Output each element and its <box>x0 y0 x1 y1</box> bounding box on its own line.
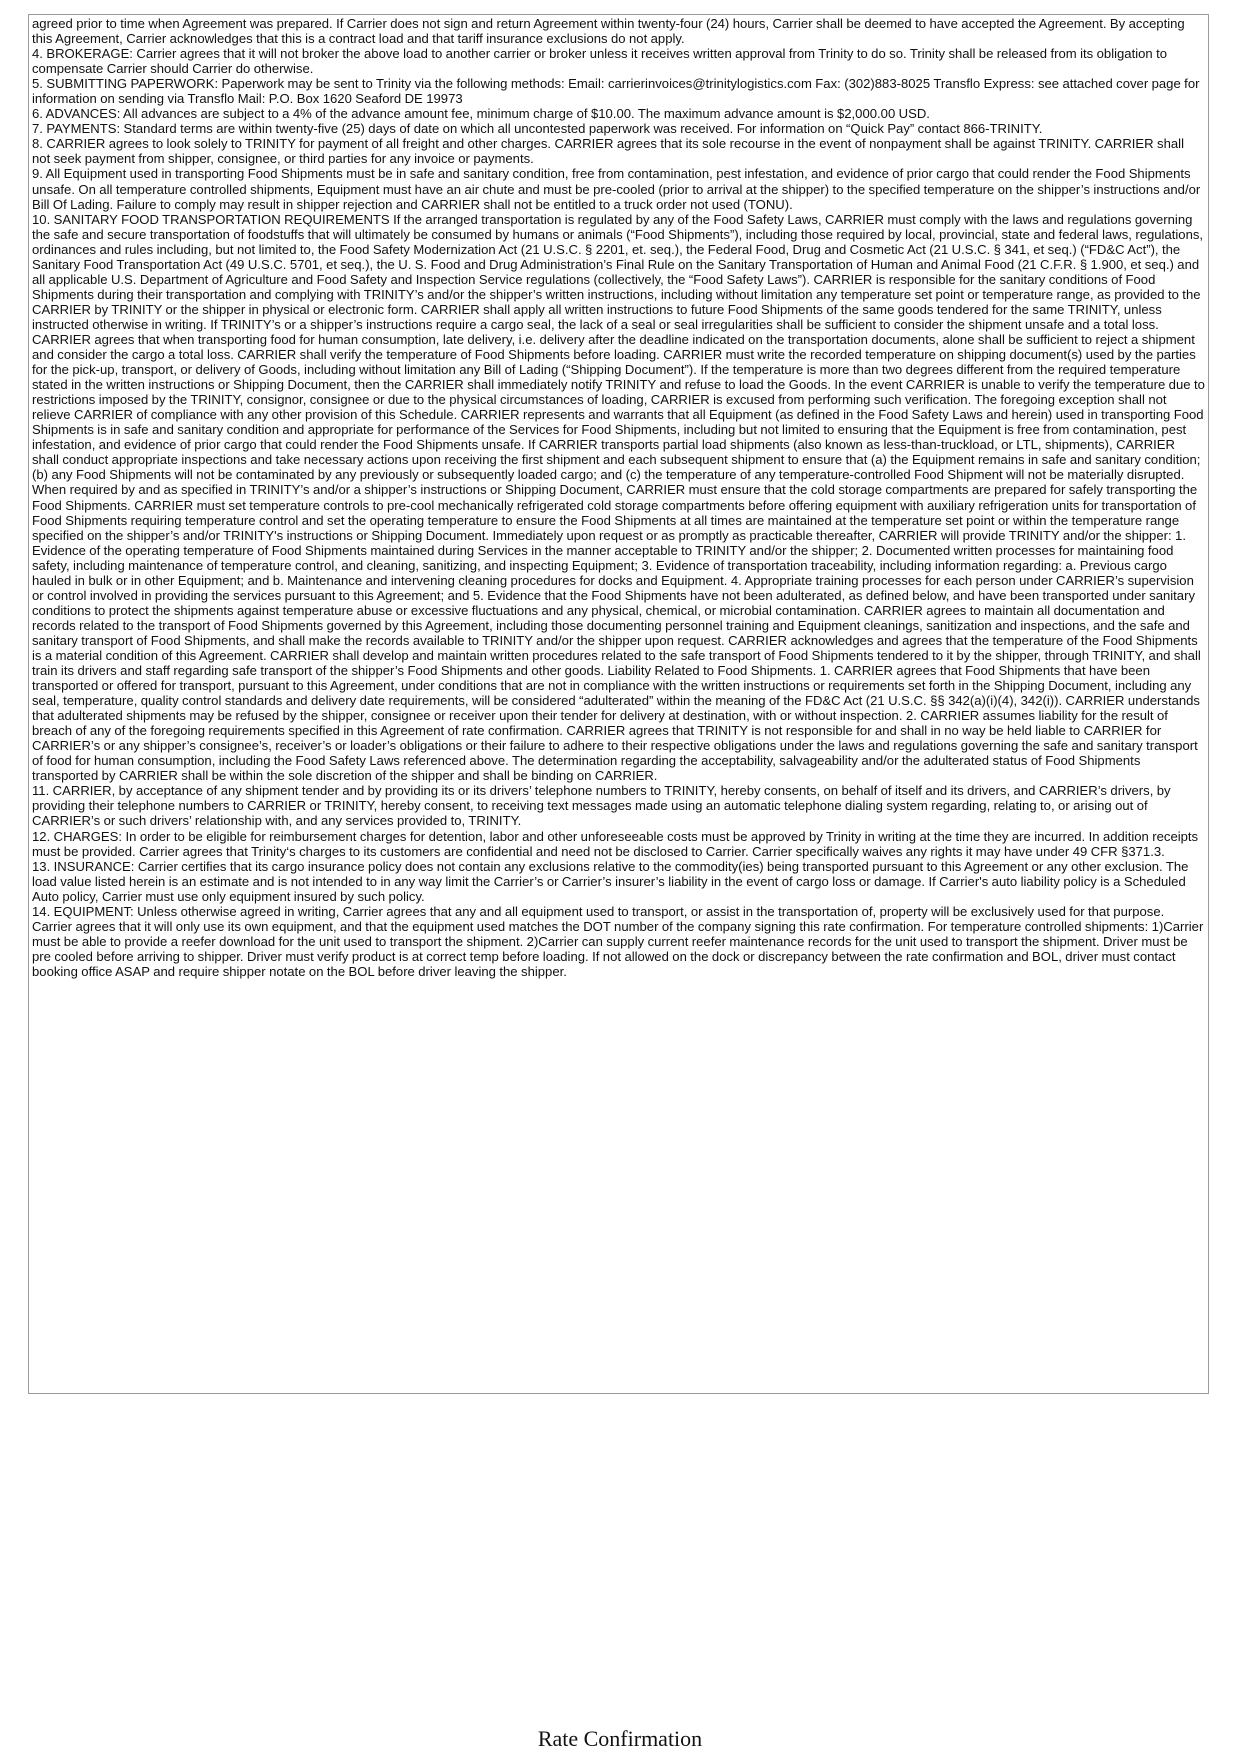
terms-continuation-paragraph: agreed prior to time when Agreement was prepared. If Carrier does not sign and return Agreement within twenty-four (24) hours, Carrier shall be deemed to have accepted the Agreement. By accepting this Agreement, Carrier acknowledges that this is a contract load and that tariff insurance exclusions do not apply. <box>32 16 1185 47</box>
term-equipment: 14. EQUIPMENT: Unless otherwise agreed in writing, Carrier agrees that any and all equipment used to transport, or assist in the transportation of, property will be exclusively used for that purpose. Carrier agrees that it will only use its own equipment, and that the equipment used matches the DOT number of the company signing this rate confirmation. For temperature controlled shipments: 1)Carrier must be able to provide a reefer download for the unit used to transport the shipment. 2)Carrier can supply current reefer maintenance records for the unit used to transport the shipment. Driver must be pre cooled before arriving to shipper. Driver must verify product is at correct temp before loading. If not allowed on the dock or discrepancy between the rate confirmation and BOL, driver must contact booking office ASAP and require shipper notate on the BOL before driver leaving the shipper. <box>32 903 1204 979</box>
term-text-message-consent: 11. CARRIER, by acceptance of any shipment tender and by providing its or its drivers’ telephone numbers to TRINITY, hereby consents, on behalf of itself and its drivers, and CARRIER’s drivers, by providing their telephone numbers to CARRIER or TRINITY, hereby consent, to receiving text messages made using an automatic telephone dialing system regarding, relating to, or arising out of CARRIER’s or such drivers’ relationship with, and any services provided to, TRINITY. <box>32 783 1171 829</box>
term-sanitary-food-transportation: 10. SANITARY FOOD TRANSPORTATION REQUIREMENTS If the arranged transportation is regulated by any of the Food Safety Laws, CARRIER must comply with the laws and regulations governing the safe and secure transportation of foodstuffs that will ultimately be consumed by humans or animals (“Food Shipments”), including those required by local, provincial, state and federal laws, regulations, ordinances and rules including, but not limited to, the Food Safety Modernization Act (21 U.S.C. § 2201, et. seq.), the Federal Food, Drug and Cosmetic Act (21 U.S.C. § 341, et seq.) (“FD&C Act”), the Sanitary Food Transportation Act (49 U.S.C. 5701, et seq.), the U. S. Food and Drug Administration’s Final Rule on the Sanitary Transportation of Human and Animal Food (21 C.F.R. § 1.900, et seq.) and all applicable U.S. Department of Agriculture and Food Safety and Inspection Service regulations (collectively, the “Food Safety Laws”). CARRIER is responsible for the sanitary conditions of Food Shipments during their transportation and complying with TRINITY’s and/or the shipper’s written instructions, including without limitation any temperature set point or temperature range, as provided to the CARRIER by TRINITY or the shipper in physical or electronic form. CARRIER shall apply all written instructions to future Food Shipments of the same goods tendered for the same TRINITY, unless instructed otherwise in writing. If TRINITY’s or a shipper’s instructions require a cargo seal, the lack of a seal or seal irregularities shall be sufficient to consider the shipment unsafe and a total loss. CARRIER agrees that when transporting food for human consumption, late delivery, i.e. delivery after the deadline indicated on the transportation documents, alone shall be sufficient to reject a shipment and consider the cargo a total loss. CARRIER shall verify the temperature of Food Shipments before loading. CARRIER must write the recorded temperature on shipping document(s) used by the parties for the pick-up, transport, or delivery of Goods, including without limitation any Bill of Lading (“Shipping Document”). If the temperature is more than two degrees different from the required temperature stated in the written instructions or Shipping Document, then the CARRIER shall immediately notify TRINITY and refuse to load the Goods. In the event CARRIER is unable to verify the temperature due to restrictions imposed by the TRINITY, consignor, consignee or due to the physical circumstances of loading, CARRIER is excused from performing such verification. The foregoing exception shall not relieve CARRIER of compliance with any other provision of this Schedule. CARRIER represents and warrants that all Equipment (as defined in the Food Safety Laws and herein) used in transporting Food Shipments is in safe and sanitary condition and appropriate for performance of the Services for Food Shipments, including but not limited to ensuring that the Equipment is free from contamination, pest infestation, and evidence of prior cargo that could render the Food Shipments unsafe. If CARRIER transports partial load shipments (also known as less-than-truckload, or LTL, shipments), CARRIER shall conduct appropriate inspections and take necessary actions upon receiving the first shipment and each subsequent shipment to ensure that (a) the Equipment remains in safe and sanitary condition; (b) any Food Shipments will not be contaminated by any previously or subsequently loaded cargo; and (c) the temperature of any temperature-controlled Food Shipment will not be materially disrupted. When required by and as specified in TRINITY’s and/or a shipper’s instructions or Shipping Document, CARRIER must ensure that the cold storage compartments are prepared for safely transporting the Food Shipments. CARRIER must set temperature controls to pre-cool mechanically refrigerated cold storage compartments before offering equipment with auxiliary refrigeration units for transportation of Food Shipments requiring temperature control and set the operating temperature to ensure the Food Shipments at all times are maintained at the temperature set point or within the temperature range specified on the shipper’s and/or TRINITY's instructions or Shipping Document. Immediately upon request or as promptly as practicable thereafter, CARRIER will provide TRINITY and/or the shipper: 1. Evidence of the operating temperature of Food Shipments maintained during Services in the manner acceptable to TRINITY and/or the shipper; 2. Documented written processes for maintaining food safety, including maintenance of temperature control, and cleaning, sanitizing, and inspecting Equipment; 3. Evidence of transportation traceability, including information regarding: a. Previous cargo hauled in bulk or in other Equipment; and b. Maintenance and intervening cleaning procedures for docks and Equipment. 4. Appropriate training processes for each person under CARRIER’s supervision or control involved in providing the services pursuant to this Agreement; and 5. Evidence that the Food Shipments have not been adulterated, as defined below, and have been transported under sanitary conditions to protect the shipments against temperature abuse or excessive fluctuations and any physical, chemical, or microbial contamination. CARRIER agrees to maintain all documentation and records related to the transport of Food Shipments governed by this Agreement, including those documenting personnel training and Equipment cleanings, sanitization and inspections, and the safe and sanitary transport of Food Shipments, and shall make the records available to TRINITY and/or the shipper upon request. CARRIER acknowledges and agrees that the temperature of the Food Shipments is a material condition of this Agreement. CARRIER shall develop and maintain written procedures related to the safe transport of Food Shipments tendered to it by the shipper, through TRINITY, and shall train its drivers and staff regarding safe transport of the shipper’s Food Shipments and other goods. Liability Related to Food Shipments. 1. CARRIER agrees that Food Shipments that have been transported or offered for transport, pursuant to this Agreement, under conditions that are not in compliance with the written instructions or requirements set forth in the Shipping Document, including any seal, temperature, quality control standards and delivery date requirements, will be considered “adulterated” within the meaning of the FD&C Act (21 U.S.C. §§ 342(a)(i)(4), 342(i)). CARRIER understands that adulterated shipments may be refused by the shipper, consignee or receiver upon their tender for delivery at destination, with or without inspection. 2. CARRIER assumes liability for the result of breach of any of the foregoing requirements specified in this Agreement of rate confirmation. CARRIER agrees that TRINITY is not responsible for and shall in no way be held liable to CARRIER for CARRIER’s or any shipper’s consignee’s, receiver’s or loader’s obligations or their failure to adhere to their respective obligations under the laws and regulations governing the safe and sanitary transport of food for human consumption, including the Food Safety Laws referenced above. The determination regarding the acceptability, salvageability and/or the adulterated status of Food Shipments transported by CARRIER shall be within the sole discretion of the shipper and shall be binding on CARRIER. <box>32 211 1205 784</box>
term-payment-recourse: 8. CARRIER agrees to look solely to TRINITY for payment of all freight and other charges. CARRIER agrees that its sole recourse in the event of nonpayment shall be against TRINITY. CARRIER shall not seek payment from shipper, consignee, or third parties for any invoice or payments. <box>32 136 1184 167</box>
term-insurance: 13. INSURANCE: Carrier certifies that its cargo insurance policy does not contain any exclusions relative to the commodity(ies) being transported pursuant to this Agreement or any other exclusion. The load value listed herein is an estimate and is not intended to in any way limit the Carrier’s or Carrier’s insurer’s liability in the event of cargo loss or damage. If Carrier's auto liability policy is a Scheduled Auto policy, Carrier must use only equipment insured by such policy. <box>32 858 1189 904</box>
term-payments: 7. PAYMENTS: Standard terms are within twenty-five (25) days of date on which all uncontested paperwork was received. For information on “Quick Pay” contact 866-TRINITY. <box>32 121 1043 137</box>
term-brokerage: 4. BROKERAGE: Carrier agrees that it will not broker the above load to another carrier or broker unless it receives written approval from Trinity to do so. Trinity shall be released from its obligation to compensate Carrier should Carrier do otherwise. <box>32 46 1168 77</box>
term-submitting-paperwork: 5. SUBMITTING PAPERWORK: Paperwork may be sent to Trinity via the following methods: Email: carrierinvoices@trinitylogistics.com Fax: (302)883-8025 Transflo Express: see attached cover page for information on sending via Transflo Mail: P.O. Box 1620 Seaford DE 19973 <box>32 76 1200 107</box>
term-advances: 6. ADVANCES: All advances are subject to a 4% of the advance amount fee, minimum charge of $10.00. The maximum advance amount is $2,000.00 USD. <box>32 106 930 122</box>
term-equipment-sanitary: 9. All Equipment used in transporting Food Shipments must be in safe and sanitary condition, free from contamination, pest infestation, and evidence of prior cargo that could render the Food Shipments unsafe. On all temperature controlled shipments, Equipment must have an air chute and must be pre-cooled (prior to arrival at the shipper) to the specified temperature on the shipper’s instructions and/or Bill Of Lading. Failure to comply may result in shipper rejection and CARRIER shall not be entitled to a truck order not used (TONU). <box>32 166 1201 212</box>
page-footer-title: Rate Confirmation <box>537 1726 703 1751</box>
term-charges: 12. CHARGES: In order to be eligible for reimbursement charges for detention, labor and other unforeseeable costs must be approved by Trinity in writing at the time they are incurred. In addition receipts must be provided. Carrier agrees that Trinity‘s charges to its customers are confidential and need not be disclosed to Carrier. Carrier specifically waives any rights it may have under 49 CFR §371.3. <box>32 828 1199 859</box>
terms-and-conditions-box <box>28 14 1209 1394</box>
